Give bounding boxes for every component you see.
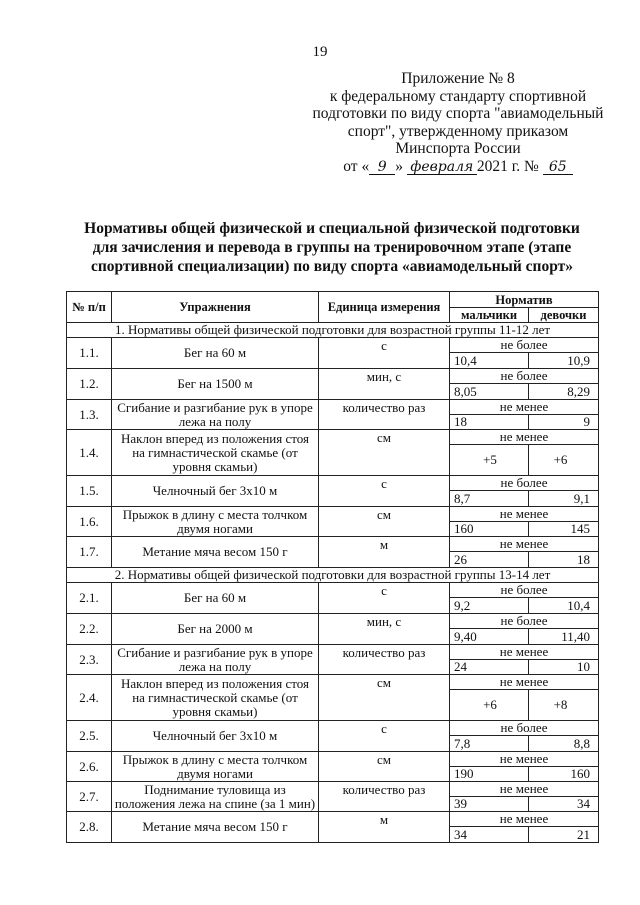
boys-value: 9,40 [450,629,529,645]
norm-condition: не менее [450,537,599,552]
handwritten-number: 65 [543,160,573,175]
row-number: 1.3. [67,400,112,430]
header-num: № п/п [67,292,112,323]
unit-cell: количество раз [319,400,450,430]
table-row [67,400,599,415]
girls-value: 160 [529,767,599,782]
norm-condition: не более [450,476,599,491]
exercise-name: Метание мяча весом 150 г [112,812,319,843]
unit-cell: количество раз [319,645,450,675]
boys-value: 10,4 [450,353,529,369]
appendix-line: Минспорта России [395,140,521,157]
exercise-name: Челночный бег 3х10 м [112,476,319,507]
exercise-name: Наклон вперед из положения стоя на гимнастической скамье (от уровня скамьи) [112,675,319,721]
table-row [67,812,599,827]
section-row [67,568,599,583]
unit-cell: с [319,721,450,752]
row-number: 2.2. [67,614,112,645]
exercise-name: Наклон вперед из положения стоя на гимнастической скамье (от уровня скамьи) [112,430,319,476]
table-row [67,430,599,445]
norm-condition: не менее [450,782,599,797]
unit-cell: с [319,476,450,507]
section-row [67,323,599,338]
table-row [67,537,599,552]
page-number: 19 [312,44,328,60]
header-unit: Единица измерения [319,292,450,323]
boys-value: 18 [450,415,529,430]
row-number: 2.1. [67,583,112,614]
exercise-name: Бег на 60 м [112,338,319,369]
boys-value: 8,7 [450,491,529,507]
exercise-name: Челночный бег 3х10 м [112,721,319,752]
boys-value: 34 [450,827,529,843]
norm-condition: не менее [450,507,599,522]
boys-value: 24 [450,660,529,675]
exercise-name: Бег на 2000 м [112,614,319,645]
exercise-name: Поднимание туловища из положения лежа на спине (за 1 мин) [112,782,319,812]
exercise-name: Метание мяча весом 150 г [112,537,319,568]
date-prefix: от « [343,157,370,175]
unit-cell: м [319,812,450,843]
unit-cell: см [319,675,450,721]
boys-value: 190 [450,767,529,782]
document-title: Нормативы общей физической и специальной физической подготовки для зачисления и перевода в группы на тренировочном этапе (этапе спортивной специализации) по виду спорта «авиамодельный спорт» [84,220,580,275]
date-mid: » [395,157,403,175]
unit-cell: м [319,537,450,568]
header-exercise: Упражнения [112,292,319,323]
header-boys: мальчики [450,308,529,323]
girls-value: +6 [529,445,599,476]
boys-value: 8,05 [450,384,529,400]
boys-value: 160 [450,522,529,537]
boys-value: +6 [450,690,529,721]
table-row [67,645,599,660]
header-girls: девочки [529,308,599,323]
girls-value: 18 [529,552,599,568]
boys-value: 26 [450,552,529,568]
appendix-header [308,70,608,175]
girls-value: 11,40 [529,629,599,645]
header-norm: Норматив [450,292,599,308]
table-row [67,338,599,353]
table-row [67,476,599,491]
boys-value: 7,8 [450,736,529,752]
row-number: 1.4. [67,430,112,476]
table-row [67,752,599,767]
exercise-name: Бег на 1500 м [112,369,319,400]
girls-value: 10 [529,660,599,675]
row-number: 2.8. [67,812,112,843]
handwritten-month: февраля [407,160,477,175]
appendix-line: подготовки по виду спорта "авиамодельный [312,105,604,122]
table-row [67,369,599,384]
row-number: 1.5. [67,476,112,507]
girls-value: 8,8 [529,736,599,752]
boys-value: +5 [450,445,529,476]
norm-condition: не более [450,614,599,629]
row-number: 2.7. [67,782,112,812]
unit-cell: с [319,338,450,369]
row-number: 2.3. [67,645,112,675]
unit-cell: см [319,507,450,537]
girls-value: 9,1 [529,491,599,507]
norm-condition: не менее [450,400,599,415]
girls-value: 8,29 [529,384,599,400]
date-year: 2021 г. № [476,157,539,175]
exercise-name: Бег на 60 м [112,583,319,614]
row-number: 2.4. [67,675,112,721]
girls-value: 145 [529,522,599,537]
table-row [67,507,599,522]
girls-value: 21 [529,827,599,843]
table-row [67,614,599,629]
norm-condition: не более [450,338,599,353]
handwritten-day: 9 [369,160,395,175]
girls-value: +8 [529,690,599,721]
norm-condition: не более [450,369,599,384]
section-title: 1. Нормативы общей физической подготовки для возрастной группы 11-12 лет [67,323,599,338]
exercise-name: Прыжок в длину с места толчком двумя ногами [112,752,319,782]
boys-value: 9,2 [450,598,529,614]
row-number: 1.2. [67,369,112,400]
unit-cell: количество раз [319,782,450,812]
table-body [67,323,599,843]
row-number: 1.6. [67,507,112,537]
exercise-name: Сгибание и разгибание рук в упоре лежа на полу [112,400,319,430]
unit-cell: мин, с [319,614,450,645]
exercise-name: Сгибание и разгибание рук в упоре лежа на полу [112,645,319,675]
girls-value: 34 [529,797,599,812]
row-number: 2.6. [67,752,112,782]
boys-value: 39 [450,797,529,812]
girls-value: 10,9 [529,353,599,369]
girls-value: 10,4 [529,598,599,614]
norm-condition: не более [450,583,599,598]
girls-value: 9 [529,415,599,430]
table-row [67,782,599,797]
unit-cell: см [319,752,450,782]
row-number: 1.1. [67,338,112,369]
norm-condition: не менее [450,752,599,767]
norm-condition: не менее [450,430,599,445]
appendix-line: Приложение № 8 [401,70,515,87]
table-row [67,583,599,598]
section-title: 2. Нормативы общей физической подготовки для возрастной группы 13-14 лет [67,568,599,583]
standards-table [66,291,599,843]
norm-condition: не менее [450,645,599,660]
order-date-line [308,158,608,176]
table-row [67,675,599,690]
norm-condition: не более [450,721,599,736]
appendix-line: к федеральному стандарту спортивной [329,87,587,105]
exercise-name: Прыжок в длину с места толчком двумя ногами [112,507,319,537]
table-row [67,721,599,736]
appendix-line: спорт", утвержденному приказом [347,122,569,140]
row-number: 1.7. [67,537,112,568]
norm-condition: не менее [450,675,599,690]
unit-cell: см [319,430,450,476]
row-number: 2.5. [67,721,112,752]
unit-cell: мин, с [319,369,450,400]
norm-condition: не менее [450,812,599,827]
unit-cell: с [319,583,450,614]
